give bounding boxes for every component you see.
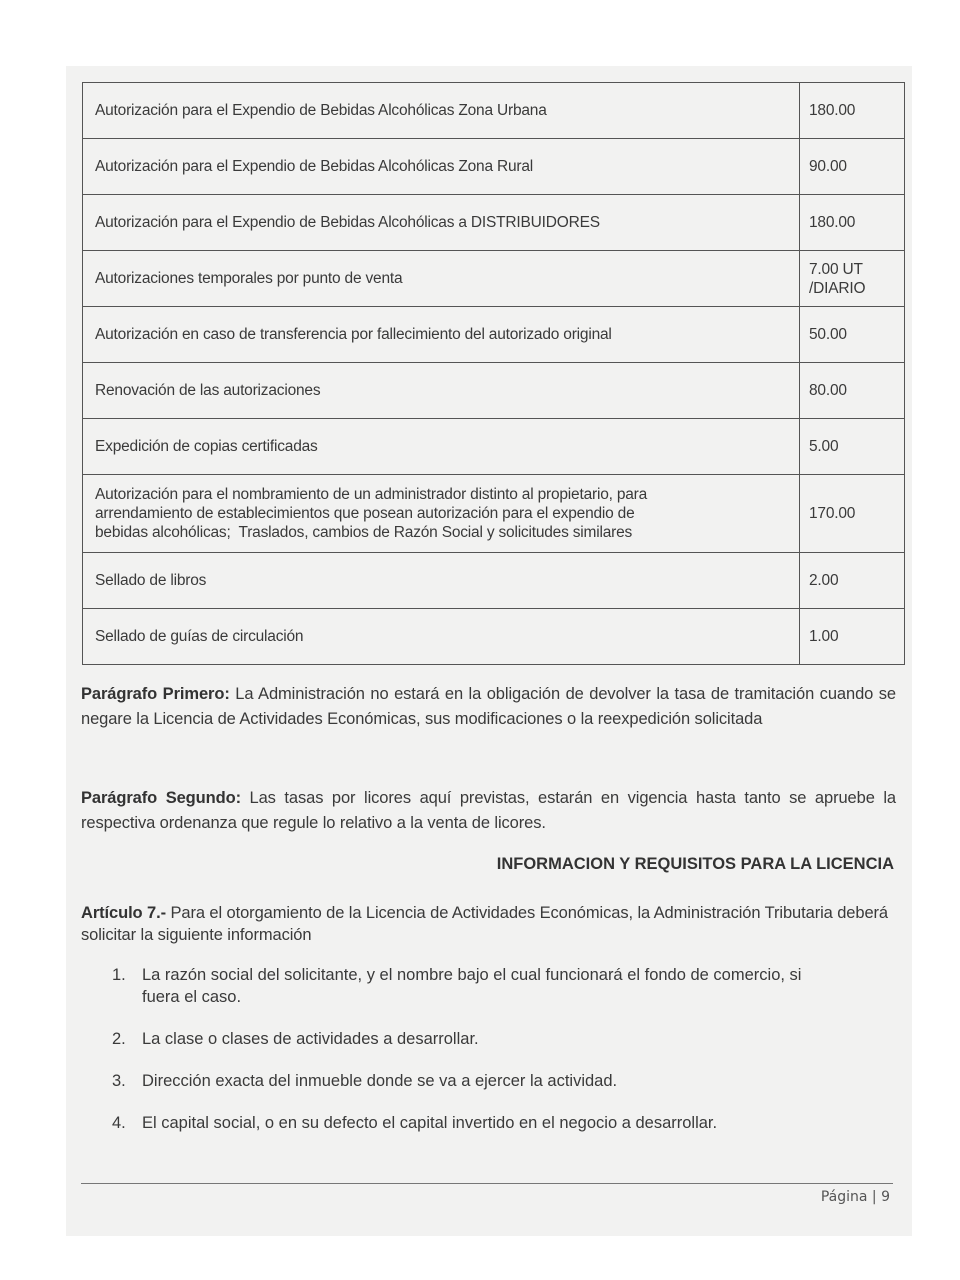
- document-page: [66, 66, 912, 1236]
- list-number: 2.: [112, 1030, 126, 1048]
- paragraph-label: Parágrafo Segundo:: [81, 789, 241, 807]
- paragraph-text: La Administración no estará en la obligación de devolver la tasa de tramitación cuando se negare la Licencia de Actividades Económicas, sus modificaciones o la reexpedición solicitada: [81, 685, 896, 728]
- page-number: Página | 9: [820, 1189, 890, 1205]
- table-row: [83, 83, 905, 139]
- article-label: Artículo 7.-: [81, 904, 166, 922]
- fee-table: [82, 82, 905, 665]
- list-item: [112, 964, 832, 1008]
- table-row: [83, 475, 905, 553]
- fee-amount-line: 7.00 UT: [809, 260, 863, 278]
- paragraph-primero: [81, 682, 896, 732]
- paragraph-segundo: [81, 786, 896, 836]
- section-title: INFORMACION Y REQUISITOS PARA LA LICENCIA: [496, 855, 894, 873]
- article-7: [81, 902, 896, 946]
- table-row: [83, 307, 905, 363]
- article-text: Para el otorgamiento de la Licencia de Actividades Económicas, la Administración Tributaria deberá solicitar la siguiente información: [81, 904, 888, 944]
- table-row: [83, 609, 905, 665]
- table-row: [83, 195, 905, 251]
- fee-amount: 1.00: [800, 609, 905, 665]
- table-row: [83, 139, 905, 195]
- list-text: El capital social, o en su defecto el capital invertido en el negocio a desarrollar.: [142, 1114, 718, 1132]
- list-item: [112, 1070, 832, 1092]
- fee-amount-line: /DIARIO: [809, 279, 866, 297]
- requirements-list: [112, 964, 832, 1154]
- fee-amount: [800, 251, 905, 307]
- footer-divider: [81, 1183, 893, 1184]
- list-item: [112, 1112, 872, 1134]
- paragraph-label: Parágrafo Primero:: [81, 685, 230, 703]
- fee-concept-line: arrendamiento de establecimientos que posean autorización para el expendio de: [95, 505, 635, 522]
- list-number: 1.: [112, 966, 126, 984]
- fee-concept: Autorización para el Expendio de Bebidas Alcohólicas a DISTRIBUIDORES: [83, 195, 800, 251]
- list-number: 3.: [112, 1072, 126, 1090]
- fee-amount: 170.00: [800, 475, 905, 553]
- fee-concept: [83, 475, 800, 553]
- fee-amount: 50.00: [800, 307, 905, 363]
- table-row: [83, 419, 905, 475]
- table-row: [83, 251, 905, 307]
- list-text: La razón social del solicitante, y el nombre bajo el cual funcionará el fondo de comercio, si fuera el caso.: [142, 966, 802, 1006]
- fee-concept: Sellado de libros: [83, 553, 800, 609]
- table-row: [83, 553, 905, 609]
- fee-concept-line: bebidas alcohólicas; Traslados, cambios de Razón Social y solicitudes similares: [95, 524, 633, 541]
- fee-concept: Autorizaciones temporales por punto de venta: [83, 251, 800, 307]
- list-number: 4.: [112, 1114, 126, 1132]
- fee-concept: Expedición de copias certificadas: [83, 419, 800, 475]
- fee-concept: Renovación de las autorizaciones: [83, 363, 800, 419]
- fee-concept: Sellado de guías de circulación: [83, 609, 800, 665]
- list-item: [112, 1028, 832, 1050]
- fee-amount: 180.00: [800, 195, 905, 251]
- fee-amount: 180.00: [800, 83, 905, 139]
- fee-concept: Autorización para el Expendio de Bebidas Alcohólicas Zona Urbana: [83, 83, 800, 139]
- fee-amount: 2.00: [800, 553, 905, 609]
- fee-concept: Autorización en caso de transferencia por fallecimiento del autorizado original: [83, 307, 800, 363]
- fee-amount: 80.00: [800, 363, 905, 419]
- paragraph-text: Las tasas por licores aquí previstas, estarán en vigencia hasta tanto se apruebe la respectiva ordenanza que regule lo relativo a la venta de licores.: [81, 789, 896, 832]
- fee-amount: 5.00: [800, 419, 905, 475]
- list-text: Dirección exacta del inmueble donde se va a ejercer la actividad.: [142, 1072, 618, 1090]
- table-row: [83, 363, 905, 419]
- list-text: La clase o clases de actividades a desarrollar.: [142, 1030, 479, 1048]
- fee-concept: Autorización para el Expendio de Bebidas Alcohólicas Zona Rural: [83, 139, 800, 195]
- fee-concept-line: Autorización para el nombramiento de un administrador distinto al propietario, para: [95, 486, 648, 503]
- fee-amount: 90.00: [800, 139, 905, 195]
